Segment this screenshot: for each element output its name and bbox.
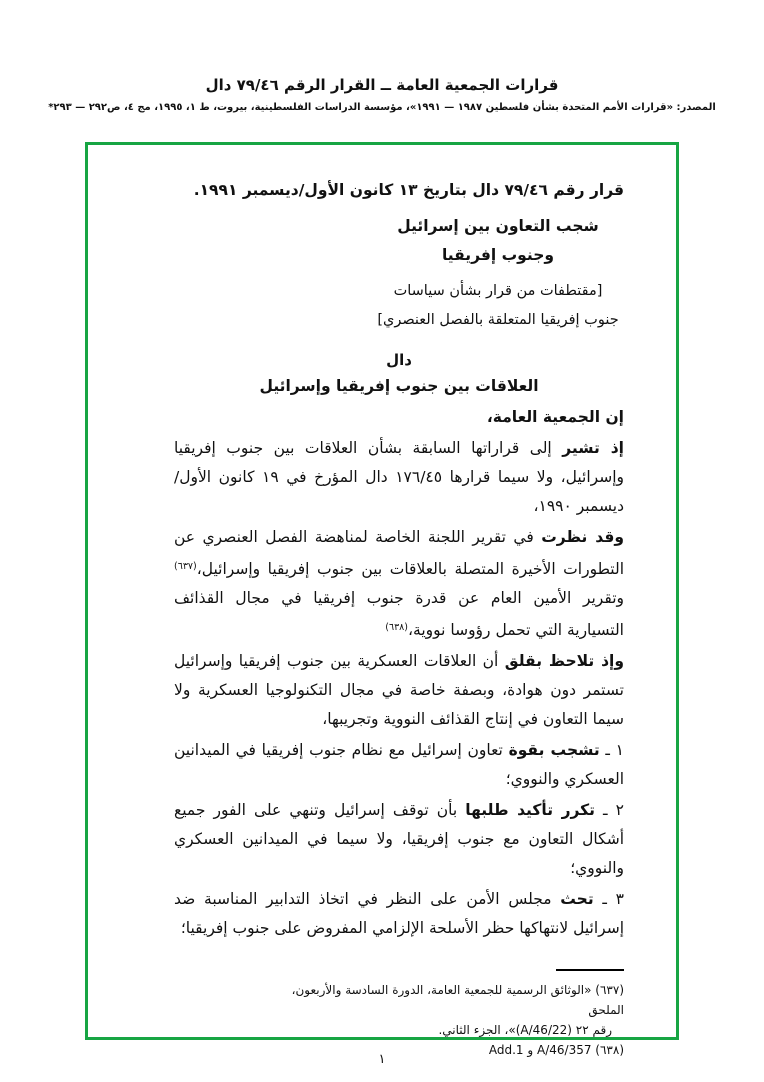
footnote-block (260, 980, 625, 1060)
footnotes-section (174, 969, 624, 1060)
text-segment: وتقرير الأمين العام عن قدرة جنوب إفريقيا في مجال القذائف التسيارية التي تحمل رؤوسا نووية، (174, 589, 624, 639)
source-citation-line: المصدر: «قرارات الأمم المتحدة بشأن فلسطين ١٩٨٧ — ١٩٩١»، مؤسسة الدراسات الفلسطينية، بيروت، ط ١، ١٩٩٥، مج ٤، ص٢٩٢ — ٢٩٣* (48, 102, 716, 113)
resolution-body (174, 403, 624, 943)
footnote-separator-rule (556, 969, 624, 971)
preamble-opening (174, 403, 624, 432)
document-frame-inner (88, 145, 676, 1057)
text-segment: في تقرير اللجنة الخاصة لمناهضة الفصل العنصري عن التطورات الأخيرة المتصلة بالعلاقات بين جنوب إفريقيا وإسرائيل، (174, 528, 624, 578)
preamble-considered (174, 523, 624, 645)
text-segment: إن الجمعية العامة، (486, 408, 624, 426)
document-frame (85, 142, 679, 1057)
bracket-note-line-2: جنوب إفريقيا المتعلقة بالفصل العنصري] (377, 312, 619, 328)
footnote-line: (٦٣٨) A/46/357 و Add.1 (488, 1043, 624, 1057)
page-number: ١ (378, 1052, 386, 1067)
section-title: العلاقات بين جنوب إفريقيا وإسرائيل (259, 377, 539, 395)
operative-3 (174, 885, 624, 943)
text-segment: وإذ تلاحظ بقلق (504, 652, 624, 670)
preamble-noting (174, 647, 624, 734)
text-segment: ١ ـ (599, 741, 624, 759)
footnote-line: رقم ٢٢ (A/46/22)»، الجزء الثاني. (438, 1023, 612, 1037)
text-segment: إذ تشير (562, 439, 624, 457)
text-segment: مجلس الأمن على النظر في اتخاذ التدابير المناسبة ضد إسرائيل لانتهاكها حظر الأسلحة الإلزامي المفروض على جنوب إفريقيا؛ (174, 890, 624, 937)
operative-1 (174, 736, 624, 794)
text-segment: أن العلاقات العسكرية بين جنوب إفريقيا وإسرائيل تستمر دون هوادة، وبصفة خاصة في مجال التكنولوجيا العسكرية ولا سيما التعاون في إنتاج القذائف النووية وتجريبها، (174, 652, 624, 728)
text-segment: تعاون إسرائيل مع نظام جنوب إفريقيا في الميدانين العسكري والنووي؛ (174, 741, 624, 788)
operative-2 (174, 796, 624, 883)
bracket-note-line-1: [مقتطفات من قرار بشأن سياسات (393, 283, 603, 299)
footnote-ref: (٦٣٨) (385, 622, 408, 633)
text-segment: بأن توقف إسرائيل وتنهي على الفور جميع أشكال التعاون مع جنوب إفريقيا، ولا سيما في الميدانين العسكري والنووي؛ (174, 801, 624, 877)
text-segment: تشجب بقوة (508, 741, 600, 759)
section-letter: دال (386, 351, 412, 369)
text-segment: ٣ ـ (593, 890, 624, 908)
resolution-subtitle: شجب التعاون بين إسرائيل وجنوب إفريقيا (397, 217, 599, 264)
footnote-line: (٦٣٧) «الوثائق الرسمية للجمعية العامة، الدورة السادسة والأربعون، الملحق (291, 983, 624, 1017)
footnote-ref: (٦٣٧) (174, 561, 197, 572)
text-segment: إلى قراراتها السابقة بشأن العلاقات بين جنوب إفريقيا وإسرائيل، ولا سيما قرارها ١٧٦/٤٥ دال المؤرخ في ١٩ كانون الأول/ديسمبر ١٩٩٠، (174, 439, 624, 515)
text-segment: تكرر تأكيد طلبها (465, 801, 595, 819)
resolution-heading-block (372, 212, 624, 335)
resolution-title: قرار رقم ٧٩/٤٦ دال بتاريخ ١٣ كانون الأول/ديسمبر ١٩٩١. (193, 181, 624, 199)
text-segment: تحث (560, 890, 594, 908)
page-header-title: قرارات الجمعية العامة ــ القرار الرقم ٧٩/٤٦ دال (205, 76, 559, 94)
text-segment: وقد نظرت (541, 528, 624, 546)
text-segment: ٢ ـ (594, 801, 624, 819)
preamble-recalling (174, 434, 624, 521)
